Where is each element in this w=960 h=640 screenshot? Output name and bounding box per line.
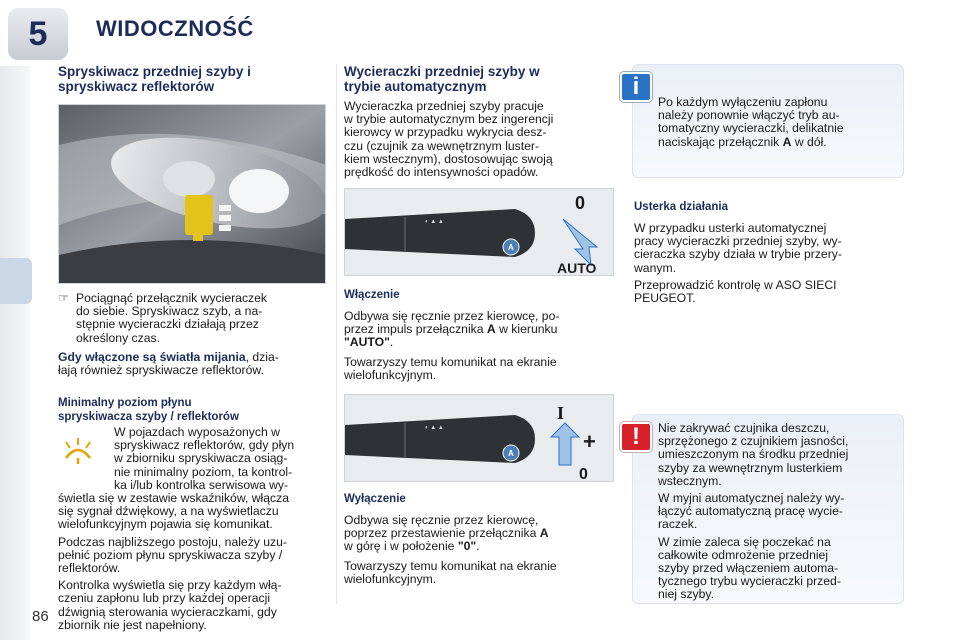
- sidebar-chapter-tab[interactable]: [0, 258, 32, 304]
- washers-title-line1: Spryskiwacz przedniej szyby i: [58, 64, 251, 79]
- warning-note-text: Nie zakrywać czujnika deszczu, sprzężonego z czujnikiem jasności, umieszczonym na środku przedniej szyby za wewnętrznym lusterkiem wstecznym. W myjni automatycznej należy wy- łączyć automatyczną pracę wycie- raczek. W zimie zaleca się poczekać na całkowite odmrożenie przedniej szyby przed włączeniem automa- tycznego trybu wycieraczki przed- niej szyby.: [658, 421, 849, 602]
- column-divider: [336, 64, 337, 604]
- info-note-text: Po każdym wyłączeniu zapłonu należy ponownie włączyć tryb au- tomatyczny wycieraczki, delikatnie naciskając przełącznik A w dół.: [658, 95, 844, 149]
- plus-sign: +: [583, 429, 596, 454]
- info-icon: i: [620, 72, 652, 102]
- knob-a-label: A: [508, 243, 514, 252]
- svg-text:◐ ▲ ▲: ◐ ▲ ▲: [425, 425, 444, 431]
- sidebar-strip: [0, 66, 30, 640]
- column-washers: [58, 64, 328, 94]
- page-number: 86: [32, 608, 49, 625]
- washers-title-line2: spryskiwacz reflektorów: [58, 79, 215, 94]
- auto-wipers-intro: Wycieraczka przedniej szyby pracuje w trybie automatycznym bez ingerencji kierowcy w przypadku wykrycia desz- czu (czujnik za wewnętrznym luster- kiem wstecznym), dostosowując swoją prędkość do intensywności opadów.: [344, 99, 554, 180]
- switch-off-section: Wyłączenie Odbywa się ręcznie przez kierowcę, poprzez przestawienie przełącznika A w górę i w położenie "0". Towarzyszy temu komunikat na ekranie wielofunkcyjnym.: [344, 492, 616, 586]
- wiper-stalk-off-illustration: [344, 394, 614, 482]
- fault-title: Usterka działania: [634, 201, 728, 213]
- headlight-illustration: [59, 105, 326, 284]
- chapter-badge: [8, 8, 68, 60]
- switch-on-title: Włączenie: [344, 289, 400, 301]
- warning-icon: !: [620, 422, 652, 452]
- switch-on-section: Włączenie Odbywa się ręcznie przez kierowcę, po- przez impuls przełącznika A w kierunku "AUTO". Towarzyszy temu komunikat na ekranie wielofunkcyjnym.: [344, 288, 616, 382]
- washer-instruction: ☞ Pociągnąć przełącznik wycieraczek do siebie. Spryskiwacz szyb, a na- stępnie wycieraczki działają przez określony czas. Gdy włączone są światła mijania, dzia- łają również spryskiwacze reflektorów.: [58, 292, 328, 377]
- page-title: WIDOCZNOŚĆ: [96, 16, 254, 41]
- knob-a-label-2: A: [508, 449, 514, 458]
- position-one-label: I: [557, 403, 565, 423]
- position-auto-label: AUTO: [557, 260, 597, 276]
- wiper-stalk-auto-illustration: [344, 188, 614, 276]
- position-zero-label-2: 0: [579, 466, 588, 482]
- washers-title: [58, 64, 328, 94]
- svg-text:◐ ▲ ▲: ◐ ▲ ▲: [425, 219, 444, 225]
- min-fluid-title: Minimalny poziom płynu spryskiwacza szyby / reflektorów: [58, 397, 239, 423]
- position-zero-label: 0: [575, 193, 586, 213]
- min-fluid-body: W pojazdach wyposażonych w spryskiwacz reflektorów, gdy płyn w zbiorniku spryskiwacza osiąg- nie minimalny poziom, ta kontrol- ka i/lub kontrolka serwisowa wy- świetla się w zestawie wskaźników, włącza się sygnał dźwiękowy, a na wyświetlaczu wielofunkcyjnym pojawia się komunikat. Podczas najbliższego postoju, należy uzu- pełnić poziom płynu spryskiwacza szyby / reflektorów. Kontrolka wyświetla się przy każdym włą- czeniu zapłonu lub przy każdej operacji dźwignią sterowania wycieraczkami, gdy zbiornik nie jest napełniony.: [58, 425, 295, 632]
- chapter-number: 5: [28, 14, 48, 53]
- fault-section: Usterka działania W przypadku usterki automatycznej pracy wycieraczki przedniej szyby, wy- cieraczka szyby działa w trybie przery- wanym. Przeprowadzić kontrolę w ASO SIECI PEUGEOT.: [634, 200, 904, 305]
- min-fluid-section: [58, 396, 328, 424]
- bullet-hand-icon: ☞: [58, 291, 69, 305]
- headlight-washer-photo: [58, 104, 326, 284]
- switch-off-title: Wyłączenie: [344, 493, 406, 505]
- column-auto-wipers: [344, 64, 616, 179]
- dipped-beam-note: Gdy włączone są światła mijania, dzia- łają również spryskiwacze reflektorów.: [58, 349, 279, 378]
- auto-wipers-title: Wycieraczki przedniej szyby w trybie automatycznym: [344, 64, 540, 94]
